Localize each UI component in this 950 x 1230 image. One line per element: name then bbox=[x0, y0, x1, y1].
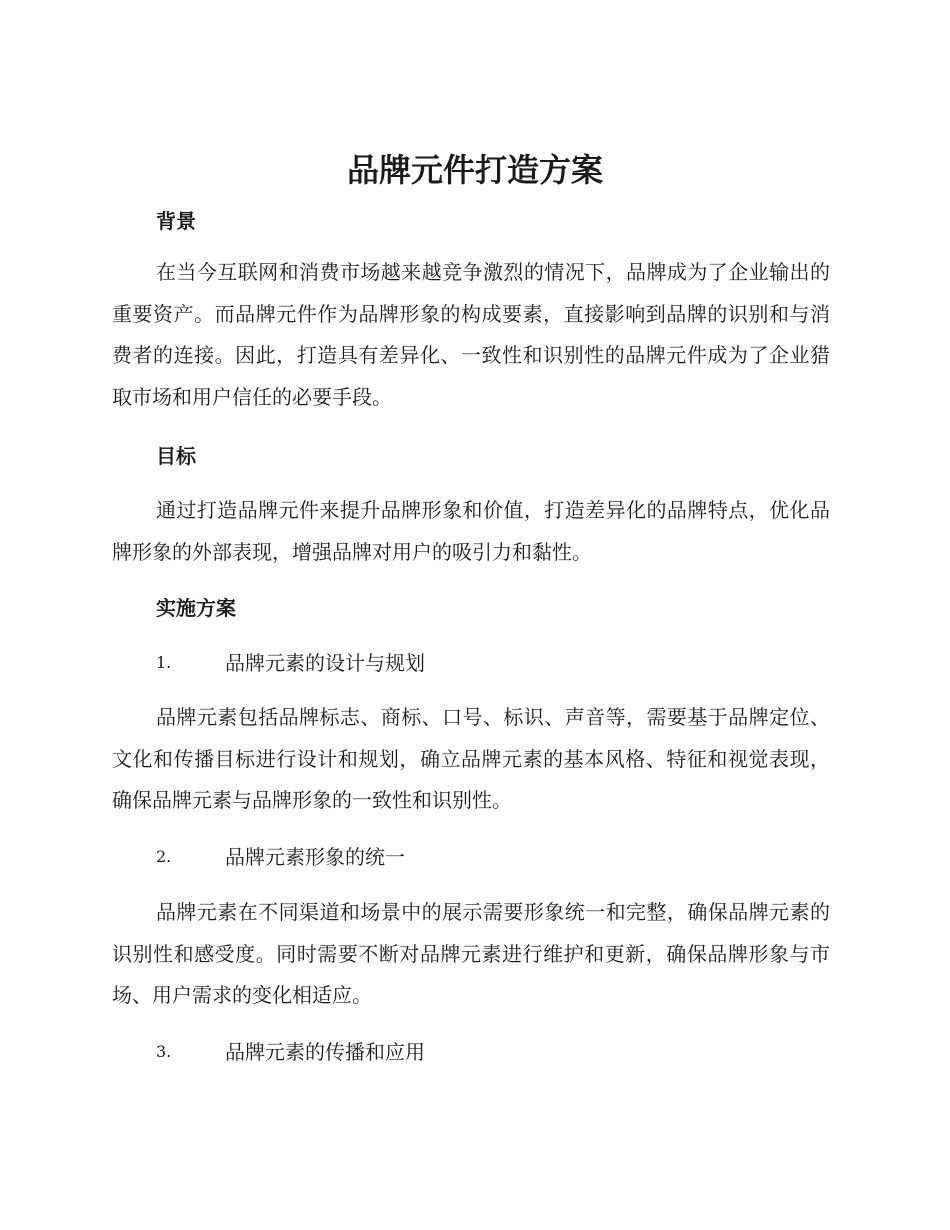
list-item-number: 2. bbox=[156, 847, 172, 866]
paragraph-item-1: 品牌元素包括品牌标志、商标、口号、标识、声音等，需要基于品牌定位、文化和传播目标进行设计和规划，确立品牌元素的基本风格、特征和视觉表现，确保品牌元素与品牌形象的一致性和识别性。 bbox=[112, 705, 830, 812]
paragraph-background: 在当今互联网和消费市场越来越竞争激烈的情况下，品牌成为了企业输出的重要资产。而品牌元件作为品牌形象的构成要素，直接影响到品牌的识别和与消费者的连接。因此，打造具有差异化、一致性和识别性的品牌元件成为了企业猎取市场和用户信任的必要手段。 bbox=[112, 260, 830, 409]
list-item-3 bbox=[156, 1037, 425, 1067]
document-title: 品牌元件打造方案 bbox=[346, 151, 603, 189]
list-item-label: 品牌元素的传播和应用 bbox=[225, 1040, 425, 1064]
section-heading-goal: 目标 bbox=[156, 444, 196, 468]
list-item-number: 1. bbox=[156, 653, 172, 672]
list-item-label: 品牌元素的设计与规划 bbox=[225, 651, 425, 675]
list-item-2 bbox=[156, 842, 405, 872]
list-item-label: 品牌元素形象的统一 bbox=[225, 845, 405, 869]
paragraph-item-2: 品牌元素在不同渠道和场景中的展示需要形象统一和完整，确保品牌元素的识别性和感受度。同时需要不断对品牌元素进行维护和更新，确保品牌形象与市场、用户需求的变化相适应。 bbox=[112, 900, 830, 1007]
list-item-number: 3. bbox=[156, 1042, 172, 1061]
paragraph-goal: 通过打造品牌元件来提升品牌形象和价值，打造差异化的品牌特点，优化品牌形象的外部表现，增强品牌对用户的吸引力和黏性。 bbox=[112, 498, 830, 564]
section-heading-plan: 实施方案 bbox=[156, 596, 236, 620]
section-heading-background: 背景 bbox=[156, 209, 196, 233]
list-item-1 bbox=[156, 648, 425, 678]
